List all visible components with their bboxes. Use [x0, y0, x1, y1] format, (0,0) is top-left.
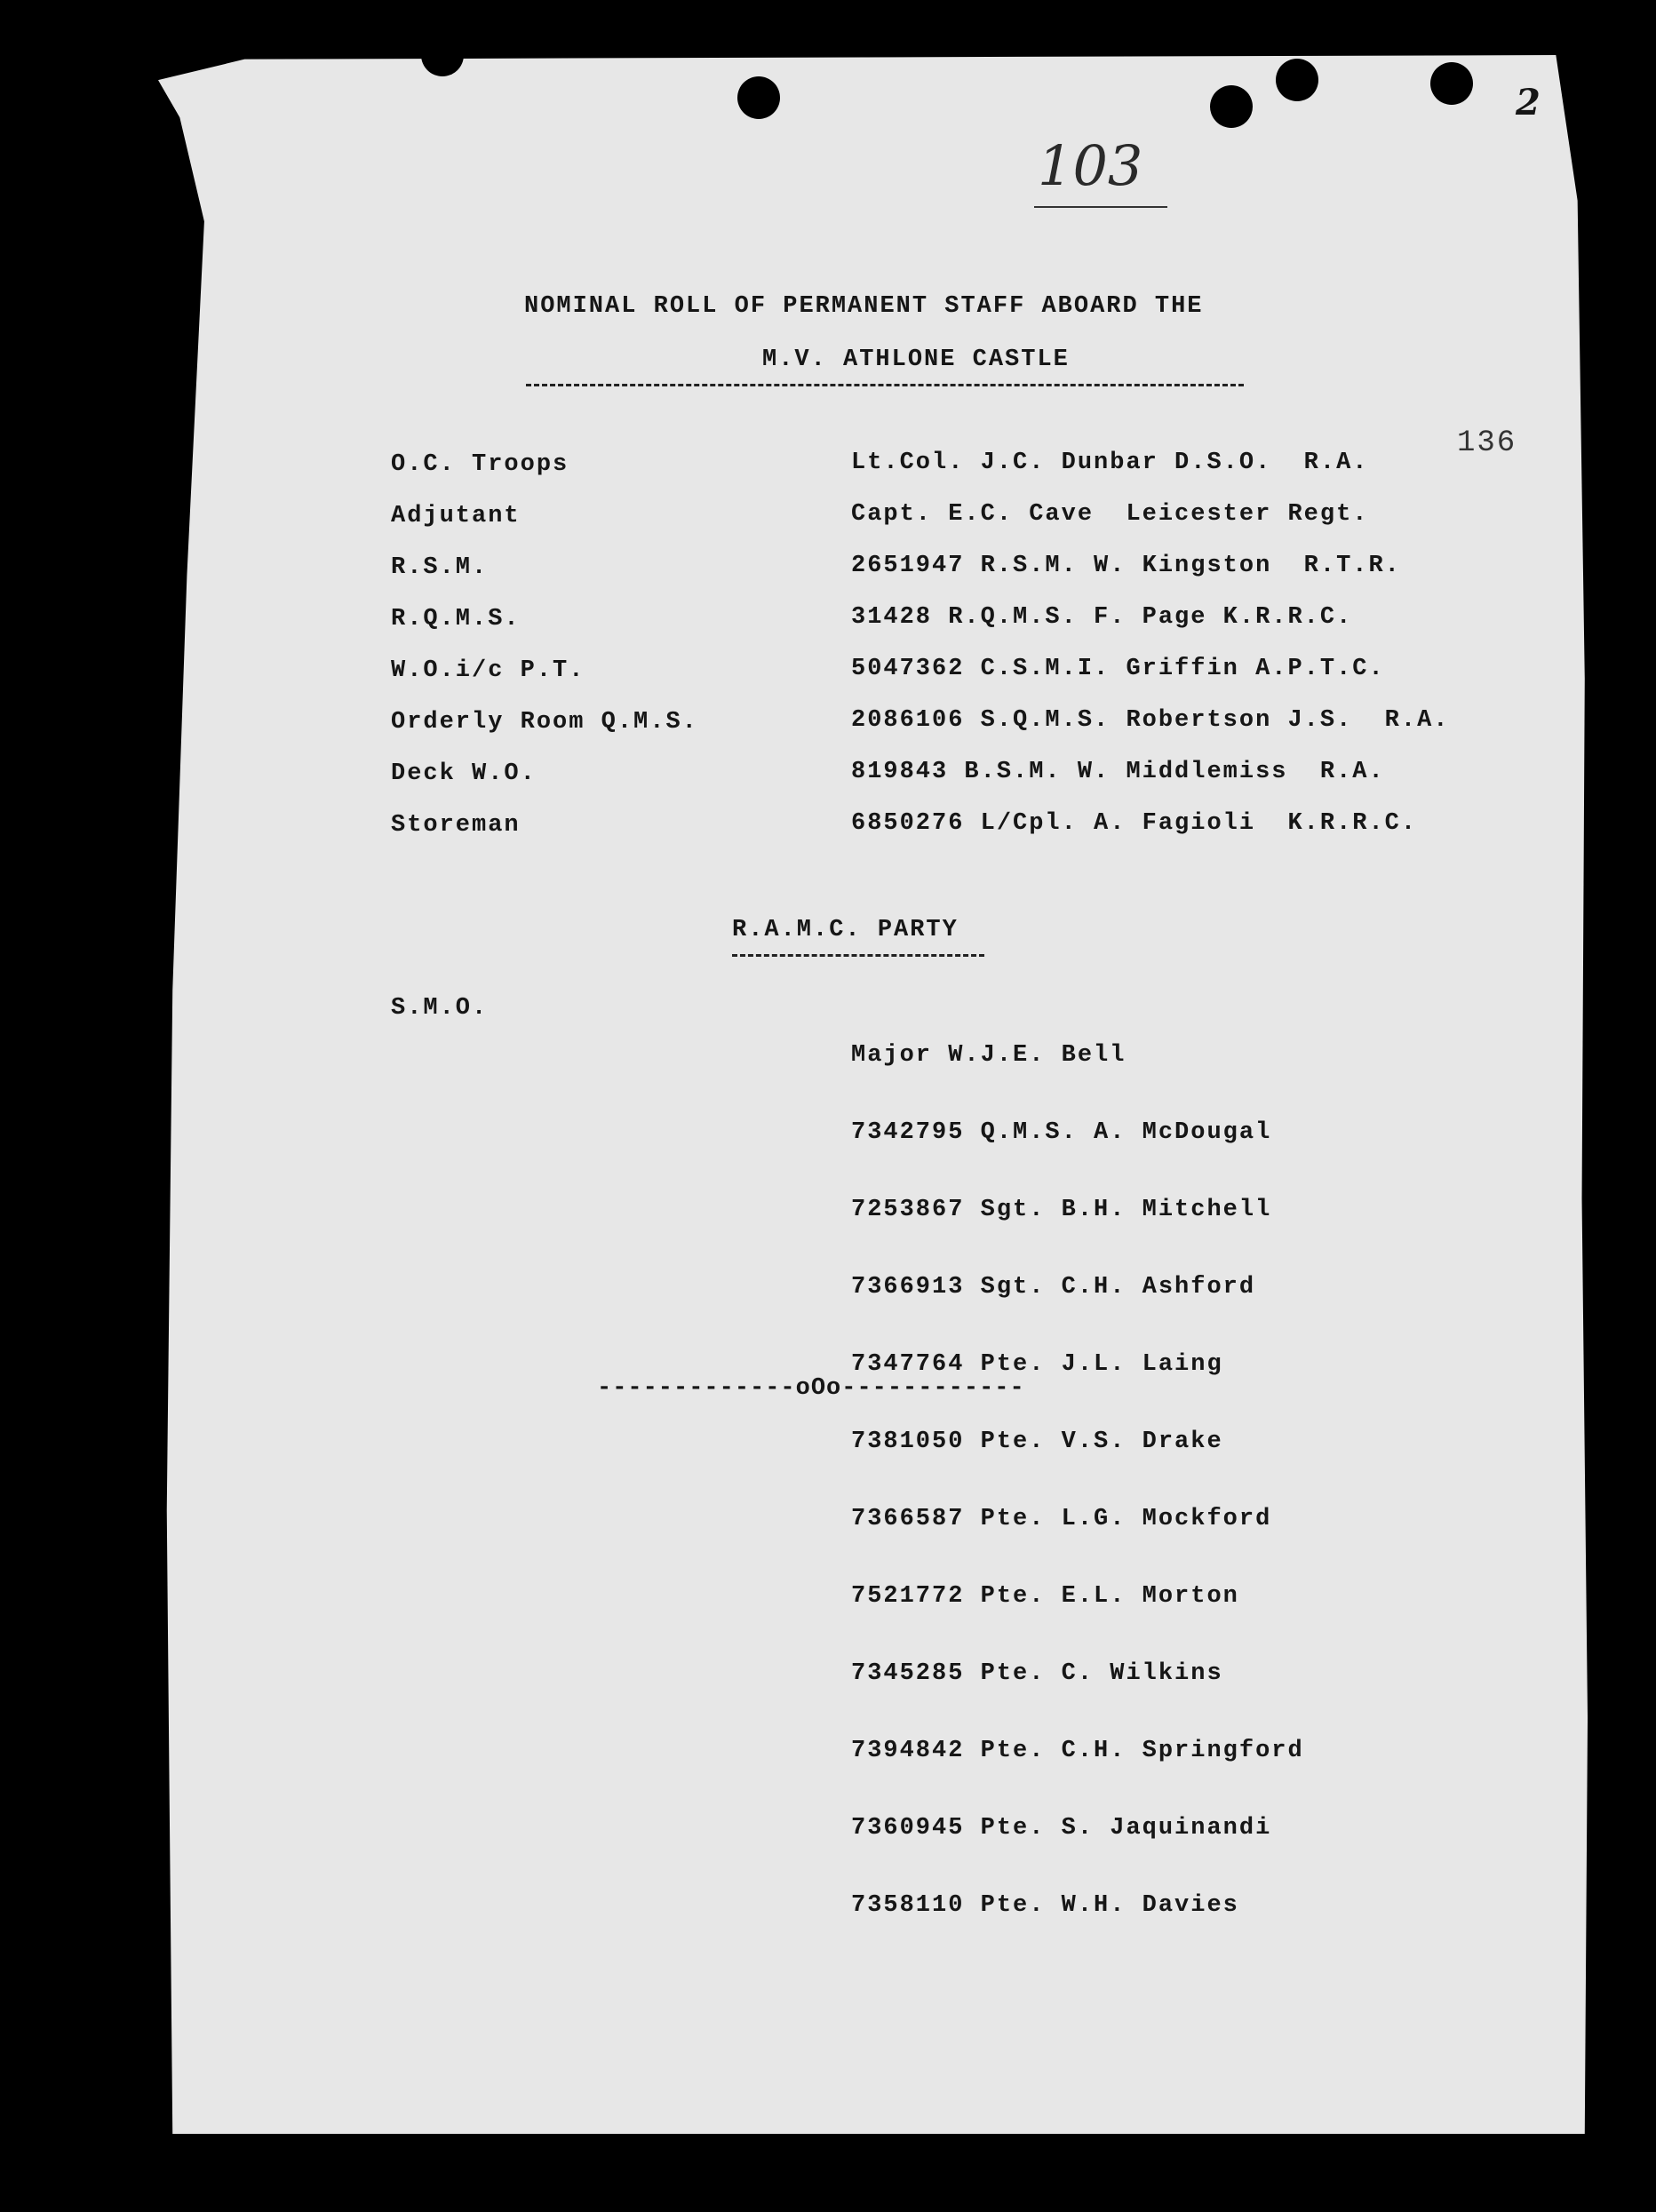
- list-item: 7381050 Pte. V.S. Drake: [851, 1428, 1223, 1455]
- corner-mark: 2: [1516, 82, 1542, 123]
- list-item: 7345285 Pte. C. Wilkins: [851, 1660, 1223, 1687]
- staff-name: Capt. E.C. Cave Leicester Regt.: [851, 501, 1369, 528]
- folio-underline: [1034, 206, 1167, 208]
- staff-name: 2651947 R.S.M. W. Kingston R.T.R.: [851, 553, 1401, 579]
- staff-name: 6850276 L/Cpl. A. Fagioli K.R.R.C.: [851, 810, 1418, 837]
- list-item: Major W.J.E. Bell: [851, 1042, 1127, 1069]
- end-mark: -------------oOo------------: [597, 1375, 1025, 1402]
- document-title: NOMINAL ROLL OF PERMANENT STAFF ABOARD THE: [524, 293, 1204, 320]
- staff-name: 819843 B.S.M. W. Middlemiss R.A.: [851, 759, 1385, 785]
- staff-role: W.O.i/c P.T.: [391, 657, 585, 684]
- handwritten-folio-number: 103: [1038, 133, 1143, 198]
- list-item: 7521772 Pte. E.L. Morton: [851, 1583, 1239, 1610]
- staff-role: Orderly Room Q.M.S.: [391, 709, 698, 736]
- punch-hole: [1276, 59, 1318, 101]
- staff-name: 5047362 C.S.M.I. Griffin A.P.T.C.: [851, 656, 1385, 682]
- list-item: 7342795 Q.M.S. A. McDougal: [851, 1119, 1272, 1146]
- punch-hole: [421, 34, 464, 76]
- staff-role: Storeman: [391, 812, 521, 839]
- punch-hole: [1210, 85, 1253, 128]
- list-item: 7253867 Sgt. B.H. Mitchell: [851, 1197, 1272, 1223]
- punch-hole: [1430, 62, 1473, 105]
- staff-name: 31428 R.Q.M.S. F. Page K.R.R.C.: [851, 604, 1353, 631]
- staff-role: R.S.M.: [391, 554, 489, 581]
- punch-hole: [737, 76, 780, 119]
- ramc-member-list: [851, 991, 1304, 1945]
- ramc-heading: R.A.M.C. PARTY: [732, 917, 959, 943]
- staff-role: R.Q.M.S.: [391, 606, 521, 633]
- ramc-role: S.M.O.: [391, 995, 489, 1022]
- list-item: 7347764 Pte. J.L. Laing: [851, 1351, 1223, 1378]
- list-item: 7366587 Pte. L.G. Mockford: [851, 1506, 1272, 1532]
- ship-name: M.V. ATHLONE CASTLE: [762, 346, 1070, 373]
- staff-name: 2086106 S.Q.M.S. Robertson J.S. R.A.: [851, 707, 1450, 734]
- staff-role: Deck W.O.: [391, 760, 537, 787]
- list-item: 7366913 Sgt. C.H. Ashford: [851, 1274, 1256, 1301]
- list-item: 7394842 Pte. C.H. Springford: [851, 1738, 1304, 1764]
- folio-stamp: 136: [1457, 426, 1517, 460]
- list-item: 7358110 Pte. W.H. Davies: [851, 1892, 1239, 1919]
- title-underline: [526, 384, 1244, 386]
- staff-name: Lt.Col. J.C. Dunbar D.S.O. R.A.: [851, 450, 1369, 476]
- ramc-heading-underline: [732, 954, 984, 957]
- staff-role: O.C. Troops: [391, 451, 569, 478]
- staff-role: Adjutant: [391, 503, 521, 529]
- list-item: 7360945 Pte. S. Jaquinandi: [851, 1815, 1272, 1842]
